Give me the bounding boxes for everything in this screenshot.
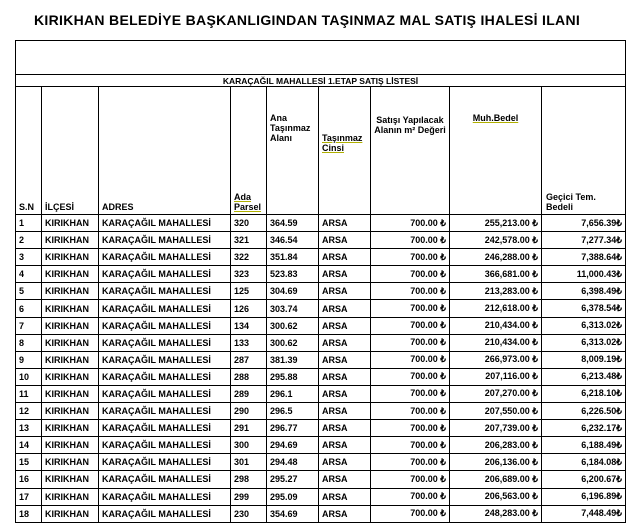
table-row	[16, 351, 626, 368]
table-row	[16, 300, 626, 317]
cell-tasinmaz-cinsi: ARSA	[319, 215, 371, 232]
cell-ada-parsel: 125	[231, 283, 267, 300]
cell-gecici-tem: 7,388.64₺	[542, 249, 626, 266]
cell-sn: 17	[16, 488, 42, 505]
cell-muh-bedel: 206,136.00 ₺	[450, 454, 542, 471]
cell-muh-bedel: 246,288.00 ₺	[450, 249, 542, 266]
cell-gecici-tem: 6,218.10₺	[542, 385, 626, 402]
cell-satis-alani: 700.00 ₺	[371, 505, 450, 522]
cell-tasinmaz-cinsi: ARSA	[319, 249, 371, 266]
cell-gecici-tem: 7,656.39₺	[542, 215, 626, 232]
cell-ilce: KIRIKHAN	[42, 437, 99, 454]
table-row	[16, 215, 626, 232]
cell-adres: KARAÇAĞIL MAHALLESİ	[99, 232, 231, 249]
table-row	[16, 317, 626, 334]
cell-ana-tasinmaz: 295.88	[267, 368, 319, 385]
cell-ilce: KIRIKHAN	[42, 368, 99, 385]
cell-ana-tasinmaz: 295.09	[267, 488, 319, 505]
cell-ada-parsel: 298	[231, 471, 267, 488]
cell-ana-tasinmaz: 294.69	[267, 437, 319, 454]
header-ada-parsel	[231, 87, 267, 215]
cell-tasinmaz-cinsi: ARSA	[319, 300, 371, 317]
cell-gecici-tem: 7,277.34₺	[542, 232, 626, 249]
cell-ada-parsel: 126	[231, 300, 267, 317]
cell-ana-tasinmaz: 296.5	[267, 403, 319, 420]
cell-muh-bedel: 206,283.00 ₺	[450, 437, 542, 454]
sales-list-table	[15, 40, 626, 523]
cell-muh-bedel: 212,618.00 ₺	[450, 300, 542, 317]
cell-muh-bedel: 248,283.00 ₺	[450, 505, 542, 522]
cell-sn: 14	[16, 437, 42, 454]
cell-satis-alani: 700.00 ₺	[371, 232, 450, 249]
table-row	[16, 249, 626, 266]
cell-adres: KARAÇAĞIL MAHALLESİ	[99, 488, 231, 505]
cell-ilce: KIRIKHAN	[42, 471, 99, 488]
list-subtitle: KARAÇAĞIL MAHALLESİ 1.ETAP SATIŞ LİSTESİ	[16, 75, 626, 87]
header-tasinmaz-cinsi: Taşınmaz Cinsi	[319, 87, 371, 215]
cell-satis-alani: 700.00 ₺	[371, 317, 450, 334]
cell-ana-tasinmaz: 346.54	[267, 232, 319, 249]
cell-sn: 8	[16, 334, 42, 351]
cell-adres: KARAÇAĞIL MAHALLESİ	[99, 249, 231, 266]
cell-tasinmaz-cinsi: ARSA	[319, 368, 371, 385]
cell-tasinmaz-cinsi: ARSA	[319, 505, 371, 522]
cell-muh-bedel: 207,116.00 ₺	[450, 368, 542, 385]
cell-tasinmaz-cinsi: ARSA	[319, 351, 371, 368]
header-row	[16, 87, 626, 215]
cell-ada-parsel: 290	[231, 403, 267, 420]
cell-tasinmaz-cinsi: ARSA	[319, 283, 371, 300]
cell-muh-bedel: 366,681.00 ₺	[450, 266, 542, 283]
cell-muh-bedel: 206,563.00 ₺	[450, 488, 542, 505]
table-row	[16, 488, 626, 505]
cell-tasinmaz-cinsi: ARSA	[319, 266, 371, 283]
cell-ada-parsel: 320	[231, 215, 267, 232]
cell-muh-bedel: 206,689.00 ₺	[450, 471, 542, 488]
cell-ada-parsel: 289	[231, 385, 267, 402]
cell-muh-bedel: 210,434.00 ₺	[450, 334, 542, 351]
header-ilce: İLÇESİ	[42, 87, 99, 215]
cell-adres: KARAÇAĞIL MAHALLESİ	[99, 437, 231, 454]
cell-sn: 1	[16, 215, 42, 232]
cell-sn: 10	[16, 368, 42, 385]
cell-sn: 13	[16, 420, 42, 437]
cell-ada-parsel: 133	[231, 334, 267, 351]
cell-sn: 18	[16, 505, 42, 522]
cell-adres: KARAÇAĞIL MAHALLESİ	[99, 334, 231, 351]
cell-adres: KARAÇAĞIL MAHALLESİ	[99, 351, 231, 368]
cell-sn: 11	[16, 385, 42, 402]
cell-ilce: KIRIKHAN	[42, 266, 99, 283]
cell-ada-parsel: 288	[231, 368, 267, 385]
cell-gecici-tem: 6,226.50₺	[542, 403, 626, 420]
table-row	[16, 385, 626, 402]
cell-muh-bedel: 242,578.00 ₺	[450, 232, 542, 249]
cell-gecici-tem: 6,313.02₺	[542, 334, 626, 351]
cell-tasinmaz-cinsi: ARSA	[319, 454, 371, 471]
cell-ilce: KIRIKHAN	[42, 454, 99, 471]
cell-gecici-tem: 6,378.54₺	[542, 300, 626, 317]
cell-adres: KARAÇAĞIL MAHALLESİ	[99, 454, 231, 471]
cell-satis-alani: 700.00 ₺	[371, 454, 450, 471]
cell-satis-alani: 700.00 ₺	[371, 283, 450, 300]
cell-ilce: KIRIKHAN	[42, 505, 99, 522]
cell-muh-bedel: 210,434.00 ₺	[450, 317, 542, 334]
table-row	[16, 420, 626, 437]
cell-ada-parsel: 134	[231, 317, 267, 334]
cell-ilce: KIRIKHAN	[42, 215, 99, 232]
cell-adres: KARAÇAĞIL MAHALLESİ	[99, 505, 231, 522]
header-ada: Ada	[234, 192, 252, 202]
cell-ilce: KIRIKHAN	[42, 317, 99, 334]
cell-adres: KARAÇAĞIL MAHALLESİ	[99, 300, 231, 317]
cell-adres: KARAÇAĞIL MAHALLESİ	[99, 368, 231, 385]
cell-satis-alani: 700.00 ₺	[371, 300, 450, 317]
cell-ilce: KIRIKHAN	[42, 385, 99, 402]
cell-ana-tasinmaz: 523.83	[267, 266, 319, 283]
cell-gecici-tem: 6,188.49₺	[542, 437, 626, 454]
cell-gecici-tem: 6,196.89₺	[542, 488, 626, 505]
cell-sn: 9	[16, 351, 42, 368]
cell-ada-parsel: 301	[231, 454, 267, 471]
cell-sn: 12	[16, 403, 42, 420]
cell-ana-tasinmaz: 294.48	[267, 454, 319, 471]
cell-ana-tasinmaz: 364.59	[267, 215, 319, 232]
cell-ada-parsel: 300	[231, 437, 267, 454]
table-row	[16, 471, 626, 488]
cell-gecici-tem: 6,184.08₺	[542, 454, 626, 471]
cell-ana-tasinmaz: 354.69	[267, 505, 319, 522]
table-row	[16, 334, 626, 351]
cell-ilce: KIRIKHAN	[42, 420, 99, 437]
blank-row	[16, 41, 626, 75]
cell-ilce: KIRIKHAN	[42, 249, 99, 266]
cell-ilce: KIRIKHAN	[42, 232, 99, 249]
cell-gecici-tem: 11,000.43₺	[542, 266, 626, 283]
header-satis-alani: Satışı Yapılacak Alanın m² Değeri	[371, 87, 450, 215]
header-adres: ADRES	[99, 87, 231, 215]
cell-ada-parsel: 230	[231, 505, 267, 522]
cell-ada-parsel: 321	[231, 232, 267, 249]
cell-tasinmaz-cinsi: ARSA	[319, 420, 371, 437]
cell-adres: KARAÇAĞIL MAHALLESİ	[99, 385, 231, 402]
cell-gecici-tem: 7,448.49₺	[542, 505, 626, 522]
cell-gecici-tem: 6,313.02₺	[542, 317, 626, 334]
cell-ana-tasinmaz: 381.39	[267, 351, 319, 368]
cell-ana-tasinmaz: 351.84	[267, 249, 319, 266]
cell-muh-bedel: 255,213.00 ₺	[450, 215, 542, 232]
cell-ilce: KIRIKHAN	[42, 403, 99, 420]
cell-ada-parsel: 322	[231, 249, 267, 266]
cell-gecici-tem: 6,213.48₺	[542, 368, 626, 385]
table-row	[16, 266, 626, 283]
cell-adres: KARAÇAĞIL MAHALLESİ	[99, 283, 231, 300]
table-row	[16, 454, 626, 471]
cell-ada-parsel: 287	[231, 351, 267, 368]
cell-ada-parsel: 323	[231, 266, 267, 283]
cell-ilce: KIRIKHAN	[42, 283, 99, 300]
cell-ana-tasinmaz: 304.69	[267, 283, 319, 300]
cell-muh-bedel: 207,739.00 ₺	[450, 420, 542, 437]
document-title: KIRIKHAN BELEDİYE BAŞKANLIGINDAN TAŞINMAZ MAL SATIŞ IHALESİ ILANI	[34, 12, 581, 28]
cell-ada-parsel: 299	[231, 488, 267, 505]
cell-tasinmaz-cinsi: ARSA	[319, 232, 371, 249]
cell-ana-tasinmaz: 300.62	[267, 334, 319, 351]
header-ana-tasinmaz: Ana Taşınmaz Alanı	[267, 87, 319, 215]
cell-muh-bedel: 207,270.00 ₺	[450, 385, 542, 402]
cell-adres: KARAÇAĞIL MAHALLESİ	[99, 403, 231, 420]
cell-tasinmaz-cinsi: ARSA	[319, 403, 371, 420]
header-muh-bedel: Muh.Bedel	[450, 87, 542, 215]
cell-gecici-tem: 6,232.17₺	[542, 420, 626, 437]
cell-gecici-tem: 6,200.67₺	[542, 471, 626, 488]
cell-ilce: KIRIKHAN	[42, 334, 99, 351]
cell-ana-tasinmaz: 295.27	[267, 471, 319, 488]
cell-satis-alani: 700.00 ₺	[371, 437, 450, 454]
cell-satis-alani: 700.00 ₺	[371, 420, 450, 437]
cell-sn: 3	[16, 249, 42, 266]
cell-sn: 5	[16, 283, 42, 300]
cell-adres: KARAÇAĞIL MAHALLESİ	[99, 215, 231, 232]
cell-satis-alani: 700.00 ₺	[371, 334, 450, 351]
table-row	[16, 368, 626, 385]
cell-tasinmaz-cinsi: ARSA	[319, 334, 371, 351]
cell-satis-alani: 700.00 ₺	[371, 471, 450, 488]
cell-satis-alani: 700.00 ₺	[371, 249, 450, 266]
subtitle-row	[16, 75, 626, 87]
cell-gecici-tem: 8,009.19₺	[542, 351, 626, 368]
cell-tasinmaz-cinsi: ARSA	[319, 385, 371, 402]
cell-sn: 4	[16, 266, 42, 283]
header-gecici-tem: Geçici Tem. Bedeli	[542, 87, 626, 215]
cell-adres: KARAÇAĞIL MAHALLESİ	[99, 471, 231, 488]
cell-sn: 2	[16, 232, 42, 249]
cell-adres: KARAÇAĞIL MAHALLESİ	[99, 420, 231, 437]
cell-adres: KARAÇAĞIL MAHALLESİ	[99, 317, 231, 334]
cell-satis-alani: 700.00 ₺	[371, 266, 450, 283]
header-sn: S.N	[16, 87, 42, 215]
cell-ada-parsel: 291	[231, 420, 267, 437]
cell-ana-tasinmaz: 296.77	[267, 420, 319, 437]
header-parsel: Parsel	[234, 202, 262, 212]
cell-tasinmaz-cinsi: ARSA	[319, 488, 371, 505]
cell-muh-bedel: 266,973.00 ₺	[450, 351, 542, 368]
cell-tasinmaz-cinsi: ARSA	[319, 437, 371, 454]
table-row	[16, 232, 626, 249]
table-row	[16, 505, 626, 522]
cell-muh-bedel: 213,283.00 ₺	[450, 283, 542, 300]
cell-ilce: KIRIKHAN	[42, 300, 99, 317]
cell-ana-tasinmaz: 296.1	[267, 385, 319, 402]
table-row	[16, 437, 626, 454]
table-row	[16, 283, 626, 300]
cell-satis-alani: 700.00 ₺	[371, 368, 450, 385]
cell-sn: 6	[16, 300, 42, 317]
cell-satis-alani: 700.00 ₺	[371, 488, 450, 505]
table-row	[16, 403, 626, 420]
cell-sn: 16	[16, 471, 42, 488]
cell-ilce: KIRIKHAN	[42, 488, 99, 505]
cell-adres: KARAÇAĞIL MAHALLESİ	[99, 266, 231, 283]
cell-ana-tasinmaz: 303.74	[267, 300, 319, 317]
cell-satis-alani: 700.00 ₺	[371, 351, 450, 368]
cell-ana-tasinmaz: 300.62	[267, 317, 319, 334]
cell-tasinmaz-cinsi: ARSA	[319, 471, 371, 488]
cell-satis-alani: 700.00 ₺	[371, 403, 450, 420]
cell-tasinmaz-cinsi: ARSA	[319, 317, 371, 334]
cell-gecici-tem: 6,398.49₺	[542, 283, 626, 300]
cell-ilce: KIRIKHAN	[42, 351, 99, 368]
cell-muh-bedel: 207,550.00 ₺	[450, 403, 542, 420]
cell-satis-alani: 700.00 ₺	[371, 385, 450, 402]
cell-satis-alani: 700.00 ₺	[371, 215, 450, 232]
cell-sn: 15	[16, 454, 42, 471]
cell-sn: 7	[16, 317, 42, 334]
